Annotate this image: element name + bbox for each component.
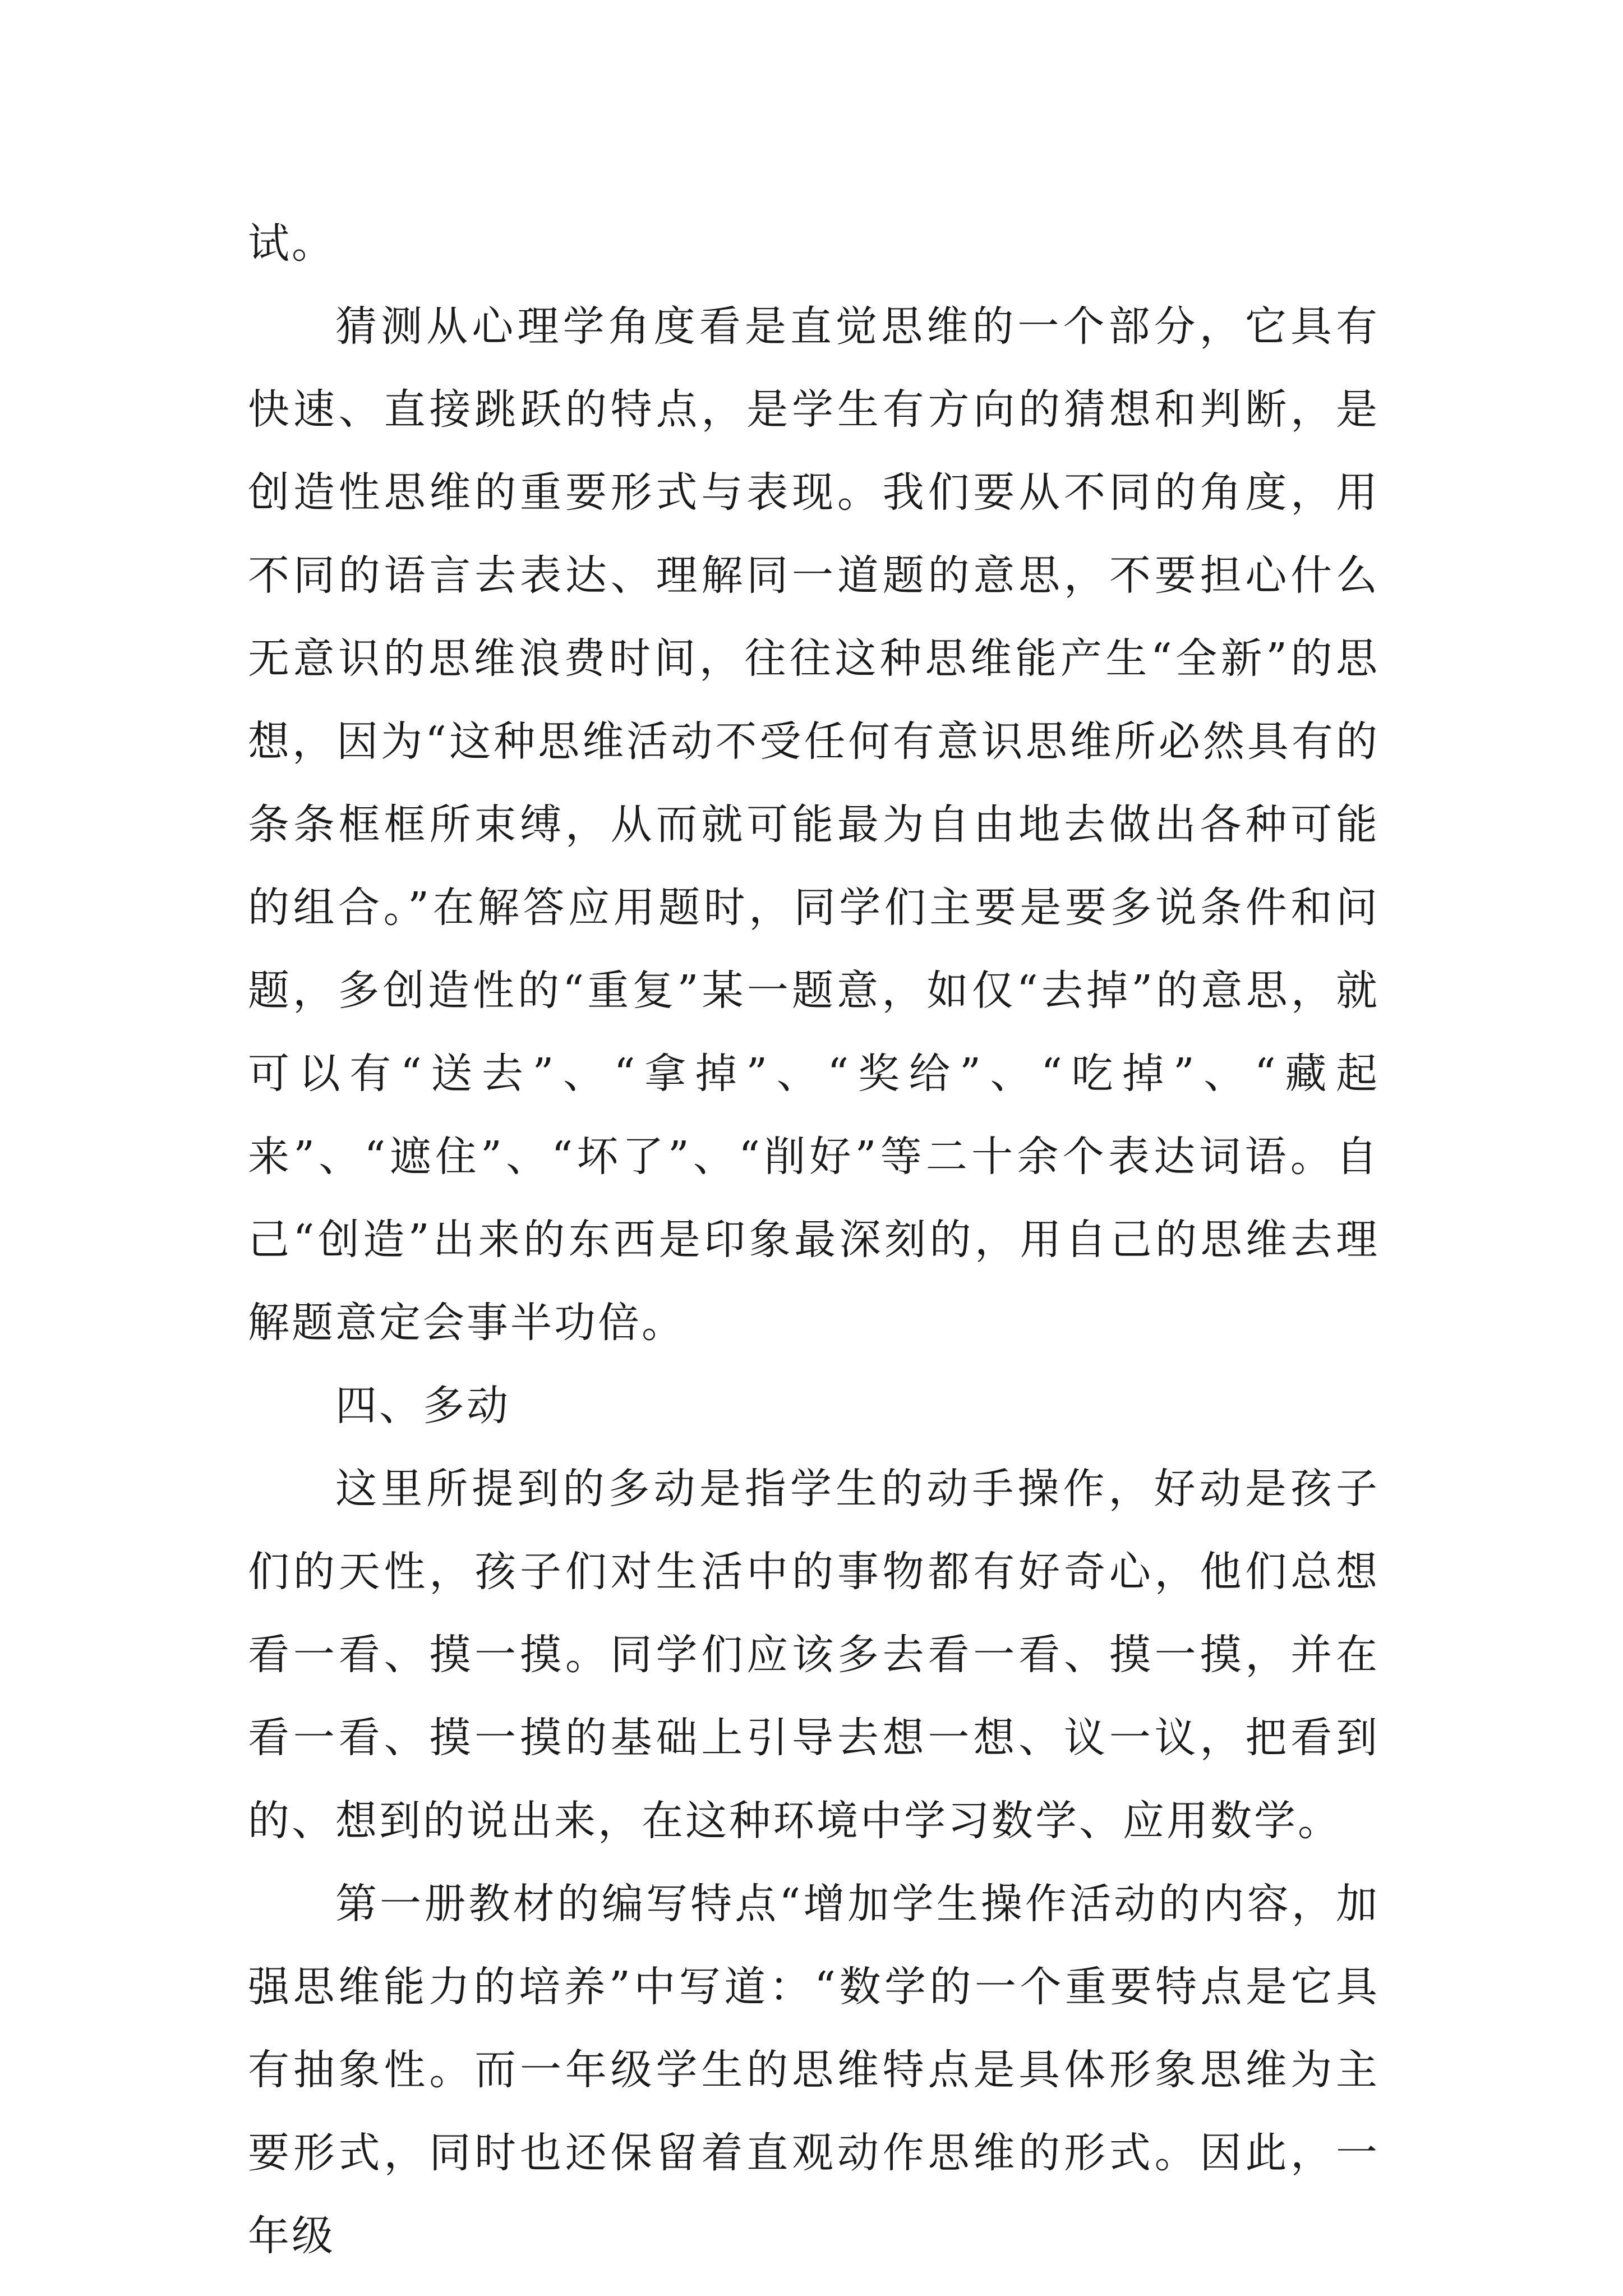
paragraph-1: 试。 (248, 219, 335, 268)
body-text (248, 202, 1380, 2277)
paragraph-3: 这里所提到的多动是指学生的动手操作，好动是孩子们的天性，孩子们对生活中的事物都有好奇心，他们总想看一看、摸一摸。同学们应该多去看一看、摸一摸，并在看一看、摸一摸的基础上引导去想一想、议一议，把看到的、想到的说出来，在这种环境中学习数学、应用数学。 (248, 1465, 1380, 1845)
paragraph-2: 猜测从心理学角度看是直觉思维的一个部分，它具有快速、直接跳跃的特点，是学生有方向的猜想和判断，是创造性思维的重要形式与表现。我们要从不同的角度，用不同的语言去表达、理解同一道题的意思，不要担心什么无意识的思维浪费时间，往往这种思维能产生“全新”的思想，因为“这种思维活动不受任何有意识思维所必然具有的条条框框所束缚，从而就可能最为自由地去做出各种可能的组合。”在解答应用题时，同学们主要是要多说条件和问题，多创造性的“重复”某一题意，如仅“去掉”的意思，就可以有“送去”、“拿掉”、“奖给”、“吃掉”、“藏起来”、“遮住”、“坏了”、“削好”等二十余个表达词语。自己“创造”出来的东西是印象最深刻的，用自己的思维去理解题意定会事半功倍。 (248, 302, 1380, 1347)
section-heading: 四、多动 (335, 1382, 510, 1430)
paragraph-4: 第一册教材的编写特点“增加学生操作活动的内容，加强思维能力的培养”中写道：“数学的一个重要特点是它具有抽象性。而一年级学生的思维特点是具体形象思维为主要形式，同时也还保留着直观动作思维的形式。因此，一年级 (248, 1880, 1380, 2260)
